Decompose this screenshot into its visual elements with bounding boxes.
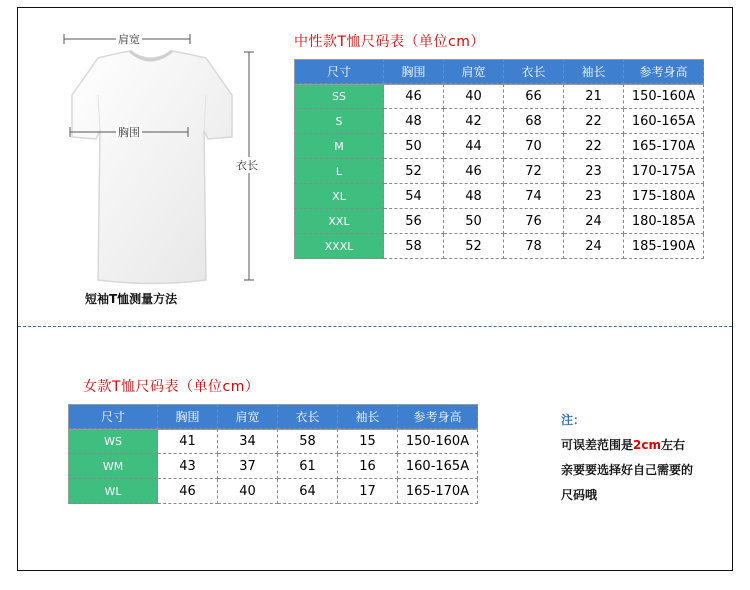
table-cell: 58 <box>384 234 444 259</box>
table-cell: 180-185A <box>624 209 704 234</box>
size-label-cell: M <box>294 134 384 159</box>
table-cell: 44 <box>444 134 504 159</box>
table-cell: 46 <box>444 159 504 184</box>
size-label-cell: XXL <box>294 209 384 234</box>
size-label-cell: XL <box>294 184 384 209</box>
table-cell: 150-160A <box>624 84 704 109</box>
table-row <box>294 84 704 109</box>
table-row <box>294 209 704 234</box>
table-row <box>68 479 478 504</box>
table-cell: 74 <box>504 184 564 209</box>
size-label-cell: XXXL <box>294 234 384 259</box>
table-cell: 165-170A <box>398 479 478 504</box>
table-cell: 34 <box>218 429 278 454</box>
column-header: 胸围 <box>158 404 218 429</box>
shirt-diagram <box>40 25 270 310</box>
table-cell: 15 <box>338 429 398 454</box>
note-highlight: 2cm <box>633 438 661 452</box>
table-cell: 170-175A <box>624 159 704 184</box>
column-header: 衣长 <box>504 59 564 84</box>
table-cell: 78 <box>504 234 564 259</box>
table-row <box>294 159 704 184</box>
table-cell: 21 <box>564 84 624 109</box>
table-cell: 150-160A <box>398 429 478 454</box>
table-cell: 50 <box>444 209 504 234</box>
note-line-1 <box>561 433 693 458</box>
table-header-row <box>294 59 704 84</box>
table-cell: 24 <box>564 209 624 234</box>
table-cell: 56 <box>384 209 444 234</box>
note-title: 注： <box>561 413 586 427</box>
column-header: 胸围 <box>384 59 444 84</box>
measurement-method-caption: 短袖T恤测量方法 <box>85 292 178 306</box>
table-cell: 37 <box>218 454 278 479</box>
table-row <box>294 234 704 259</box>
table-cell: 23 <box>564 184 624 209</box>
table-cell: 40 <box>444 84 504 109</box>
note-text: 可误差范围是 <box>561 438 634 452</box>
size-label-cell: SS <box>294 84 384 109</box>
size-note <box>561 408 693 508</box>
table-row <box>68 454 478 479</box>
table-cell: 17 <box>338 479 398 504</box>
table-cell: 22 <box>564 134 624 159</box>
table-cell: 52 <box>444 234 504 259</box>
column-header: 尺寸 <box>294 59 384 84</box>
shoulder-width-label: 肩宽 <box>118 33 140 46</box>
note-line-3: 尺码哦 <box>561 488 598 502</box>
size-label-cell: WM <box>68 454 158 479</box>
note-line-2: 亲要要选择好自己需要的 <box>561 463 694 477</box>
table-cell: 23 <box>564 159 624 184</box>
table-cell: 160-165A <box>624 109 704 134</box>
table-cell: 24 <box>564 234 624 259</box>
table-cell: 48 <box>444 184 504 209</box>
table-cell: 185-190A <box>624 234 704 259</box>
table-row <box>294 109 704 134</box>
table-cell: 42 <box>444 109 504 134</box>
table-row <box>294 184 704 209</box>
table-cell: 68 <box>504 109 564 134</box>
size-label-cell: S <box>294 109 384 134</box>
column-header: 尺寸 <box>68 404 158 429</box>
table-cell: 64 <box>278 479 338 504</box>
table-cell: 58 <box>278 429 338 454</box>
table-cell: 40 <box>218 479 278 504</box>
column-header: 参考身高 <box>398 404 478 429</box>
table-cell: 48 <box>384 109 444 134</box>
column-header: 袖长 <box>564 59 624 84</box>
unisex-size-table <box>294 59 704 259</box>
note-text: 左右 <box>660 438 685 452</box>
size-label-cell: WL <box>68 479 158 504</box>
table-cell: 66 <box>504 84 564 109</box>
table-cell: 54 <box>384 184 444 209</box>
table-cell: 160-165A <box>398 454 478 479</box>
table-header-row <box>68 404 478 429</box>
column-header: 衣长 <box>278 404 338 429</box>
table-cell: 61 <box>278 454 338 479</box>
length-label: 衣长 <box>236 159 258 172</box>
chest-label: 胸围 <box>118 126 140 139</box>
table-cell: 52 <box>384 159 444 184</box>
unisex-table-title: 中性款T恤尺码表（单位cm） <box>294 34 485 50</box>
table-cell: 43 <box>158 454 218 479</box>
women-size-table <box>68 404 478 504</box>
table-row <box>294 134 704 159</box>
column-header: 袖长 <box>338 404 398 429</box>
table-cell: 46 <box>158 479 218 504</box>
table-cell: 76 <box>504 209 564 234</box>
column-header: 肩宽 <box>444 59 504 84</box>
size-label-cell: WS <box>68 429 158 454</box>
table-cell: 175-180A <box>624 184 704 209</box>
table-cell: 50 <box>384 134 444 159</box>
table-cell: 22 <box>564 109 624 134</box>
table-cell: 72 <box>504 159 564 184</box>
table-cell: 165-170A <box>624 134 704 159</box>
table-cell: 46 <box>384 84 444 109</box>
table-cell: 16 <box>338 454 398 479</box>
column-header: 参考身高 <box>624 59 704 84</box>
section-divider <box>18 326 732 327</box>
table-cell: 41 <box>158 429 218 454</box>
table-row <box>68 429 478 454</box>
table-cell: 70 <box>504 134 564 159</box>
column-header: 肩宽 <box>218 404 278 429</box>
women-table-title: 女款T恤尺码表（单位cm） <box>83 379 260 395</box>
size-label-cell: L <box>294 159 384 184</box>
